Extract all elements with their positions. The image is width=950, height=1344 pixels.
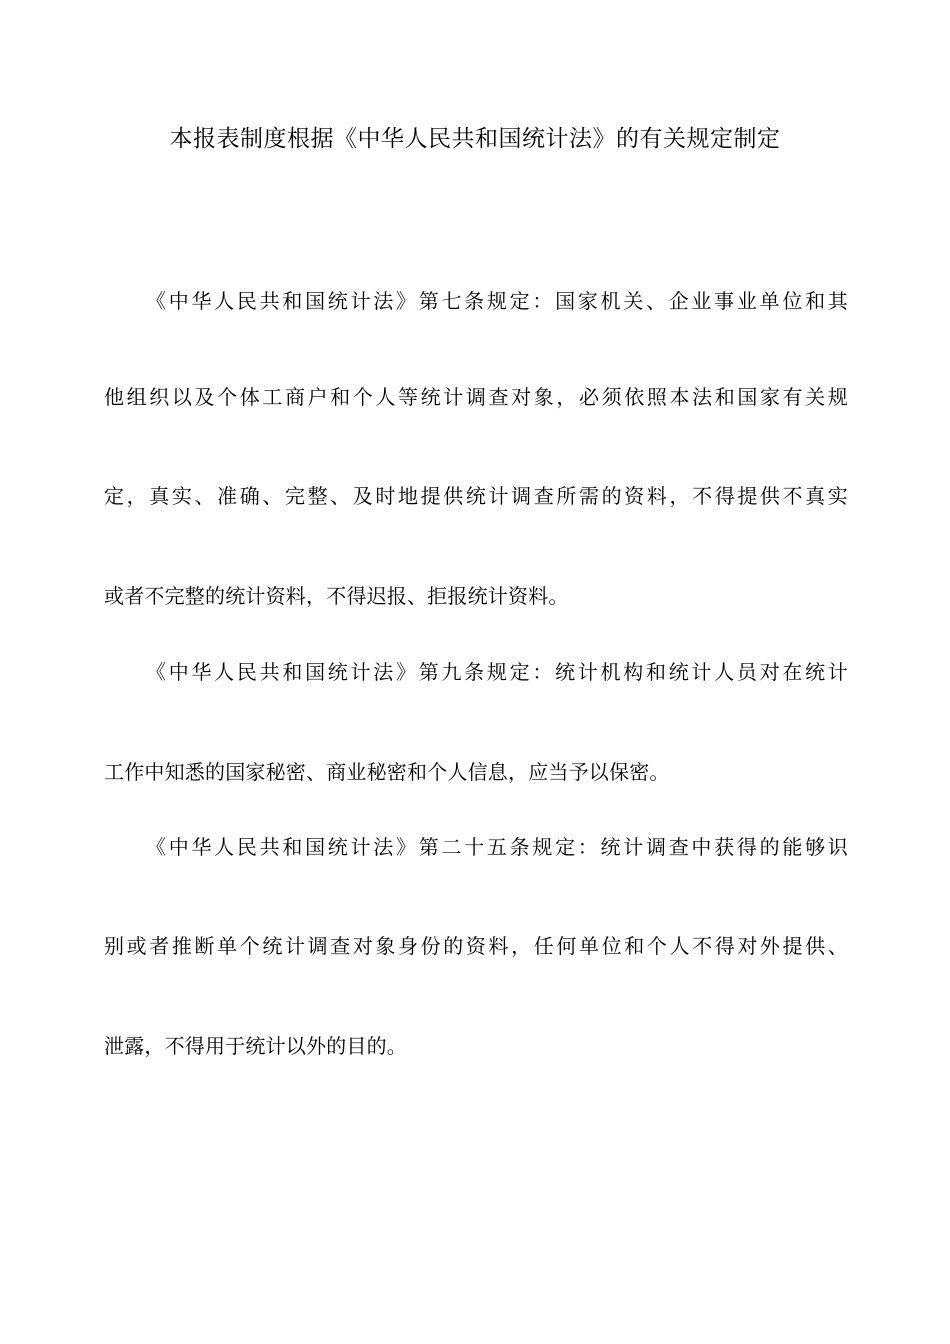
paragraph-line: 《中华人民共和国统计法》第七条规定：国家机关、企业事业单位和其	[146, 289, 848, 313]
paragraph-line: 《中华人民共和国统计法》第九条规定：统计机构和统计人员对在统计	[146, 660, 848, 684]
paragraph-line: 工作中知悉的国家秘密、商业秘密和个人信息，应当予以保密。	[104, 760, 670, 784]
paragraph-line: 泄露，不得用于统计以外的目的。	[104, 1034, 407, 1058]
paragraph-line: 或者不完整的统计资料，不得迟报、拒报统计资料。	[104, 584, 569, 608]
paragraph-line: 别或者推断单个统计调查对象身份的资料，任何单位和个人不得对外提供、	[104, 934, 848, 958]
paragraph-line: 《中华人民共和国统计法》第二十五条规定：统计调查中获得的能够识	[146, 835, 848, 859]
document-title: 本报表制度根据《中华人民共和国统计法》的有关规定制定	[169, 126, 781, 152]
paragraph-line: 他组织以及个体工商户和个人等统计调查对象，必须依照本法和国家有关规	[104, 385, 848, 409]
paragraph-line: 定，真实、准确、完整、及时地提供统计调查所需的资料，不得提供不真实	[104, 484, 848, 508]
